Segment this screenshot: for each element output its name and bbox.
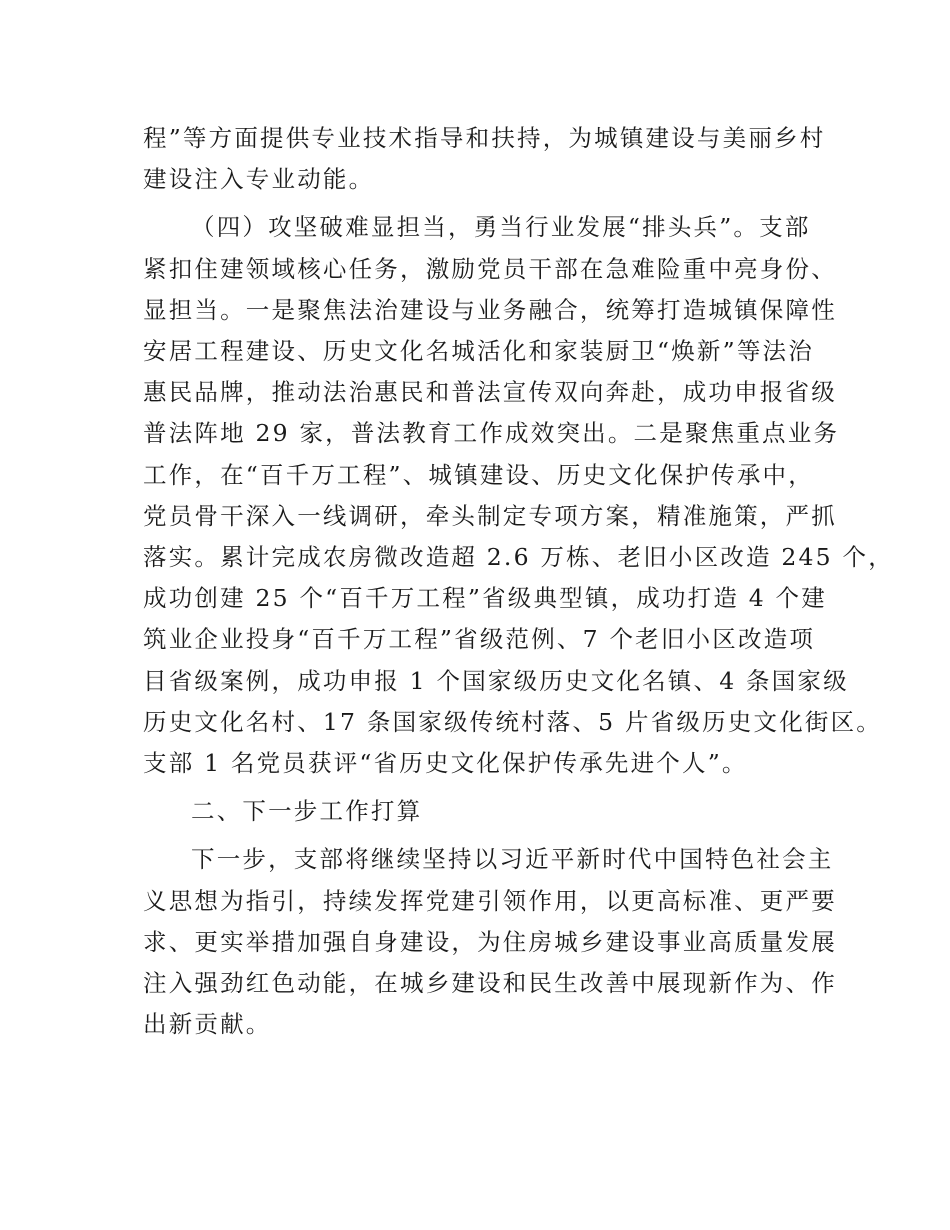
text-line: 出新贡献。 [143,1010,272,1039]
section-heading [143,791,833,832]
text-line: 筑业企业投身“百千万工程”省级范例、7 个老旧小区改造项 [143,625,816,654]
paragraph-section-four [143,207,894,784]
text-line: 目省级案例，成功申报 1 个国家级历史文化名镇、4 条国家级 [143,666,849,695]
text-line: 建设注入专业动能。 [143,165,375,194]
text-line: 成功创建 25 个“百千万工程”省级典型镇，成功打造 4 个建 [143,584,827,613]
text-line: 支部 1 名党员获评“省历史文化保护传承先进个人”。 [143,749,748,778]
text-line: 工作，在“百千万工程”、城镇建设、历史文化保护传承中， [143,460,814,489]
text-line: 求、更实举措加强自身建设，为住房城乡建设事业高质量发展 [143,927,837,956]
text-line: 义思想为指引，持续发挥党建引领作用，以更高标准、更严要 [143,886,837,915]
paragraph-next-steps [143,839,837,1045]
text-line: 惠民品牌，推动法治惠民和普法宣传双向奔赴，成功申报省级 [143,378,837,407]
text-line: 下一步，支部将继续坚持以习近平新时代中国特色社会主 [191,845,834,874]
paragraph-continuation [143,118,833,200]
text-line: 落实。累计完成农房微改造超 2.6 万栋、老旧小区改造 245 个， [143,543,894,572]
document-body [143,118,894,1045]
text-line: （四）攻坚破难显担当，勇当行业发展“排头兵”。支部 [191,213,811,242]
text-line: 党员骨干深入一线调研，牵头制定专项方案，精准施策，严抓 [143,501,837,530]
text-line: 普法阵地 29 家，普法教育工作成效突出。二是聚焦重点业务 [143,419,840,448]
text-line: 安居工程建设、历史文化名城活化和家装厨卫“焕新”等法治 [143,337,814,366]
text-line: 显担当。一是聚焦法治建设与业务融合，统筹打造城镇保障性 [143,295,837,324]
text-line: 程”等方面提供专业技术指导和扶持，为城镇建设与美丽乡村 [143,124,826,152]
text-line: 注入强劲红色动能，在城乡建设和民生改善中展现新作为、作 [143,969,837,998]
text-line: 历史文化名村、17 条国家级传统村落、5 片省级历史文化街区。 [143,707,882,736]
section-heading-text: 二、下一步工作打算 [191,797,423,826]
text-line: 紧扣住建领域核心任务，激励党员干部在急难险重中亮身份、 [143,254,837,283]
